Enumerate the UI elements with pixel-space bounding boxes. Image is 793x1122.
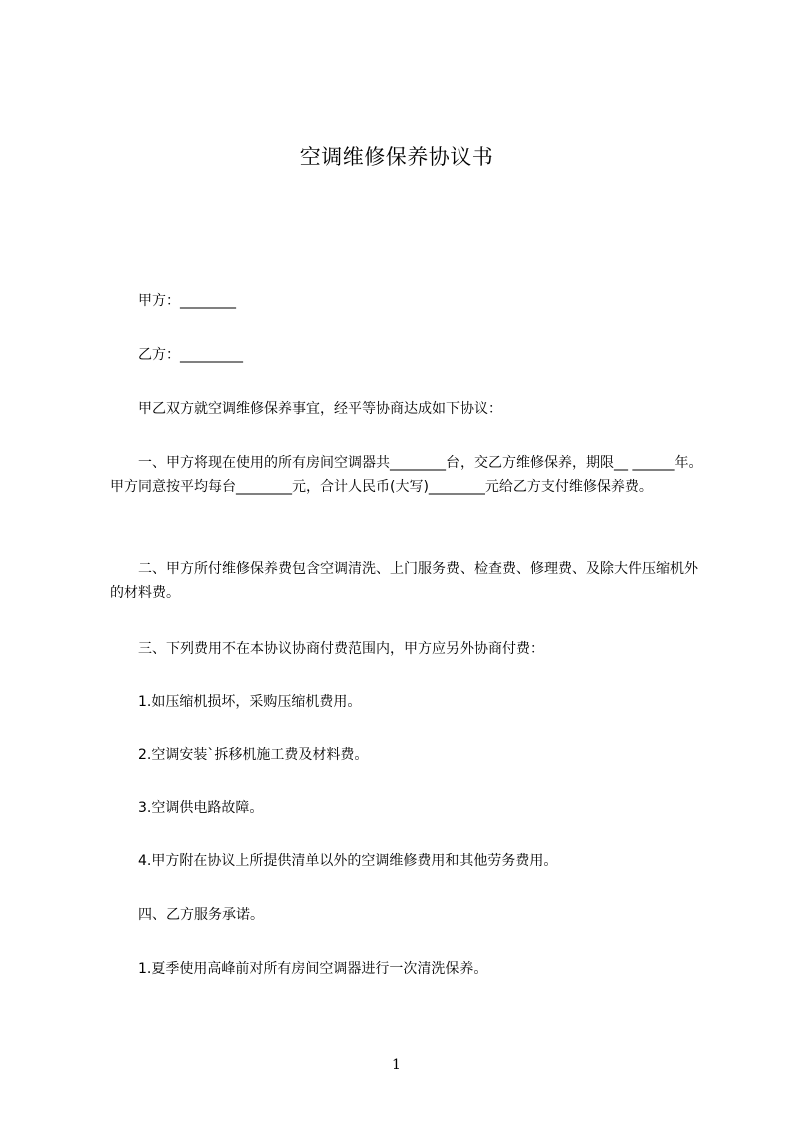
clause-2-paragraph: 二、甲方所付维修保养费包含空调清洗、上门服务费、检查费、修理费、及除大件压缩机外的材料费。 — [110, 561, 698, 601]
document-title: 空调维修保养协议书 — [299, 145, 494, 169]
clause-4-paragraph: 四、乙方服务承诺。 — [110, 907, 264, 923]
page-number: 1 — [392, 1057, 401, 1073]
clause-3-item-2: 2.空调安装`拆移机施工费及材料费。 — [110, 747, 369, 763]
clause-1-paragraph: 一、甲方将现在使用的所有房间空调器共________台，交乙方维修保养，期限__ ______年。甲方同意按平均每台________元，合计人民币(大写)________元给乙方支付维修保养费。 — [110, 455, 703, 495]
party-a-line: 甲方：________ — [110, 293, 236, 309]
clause-3-item-3: 3.空调供电路故障。 — [110, 800, 264, 816]
clause-3-item-1: 1.如压缩机损坏，采购压缩机费用。 — [110, 694, 362, 710]
clause-4-item-1: 1.夏季使用高峰前对所有房间空调器进行一次清洗保养。 — [110, 961, 488, 977]
clause-3-paragraph: 三、下列费用不在本协议协商付费范围内，甲方应另外协商付费： — [110, 641, 544, 657]
party-b-line: 乙方：_________ — [110, 347, 243, 363]
clause-3-item-4: 4.甲方附在协议上所提供清单以外的空调维修费用和其他劳务费用。 — [110, 853, 558, 869]
intro-paragraph: 甲乙双方就空调维修保养事宜，经平等协商达成如下协议： — [110, 401, 502, 417]
